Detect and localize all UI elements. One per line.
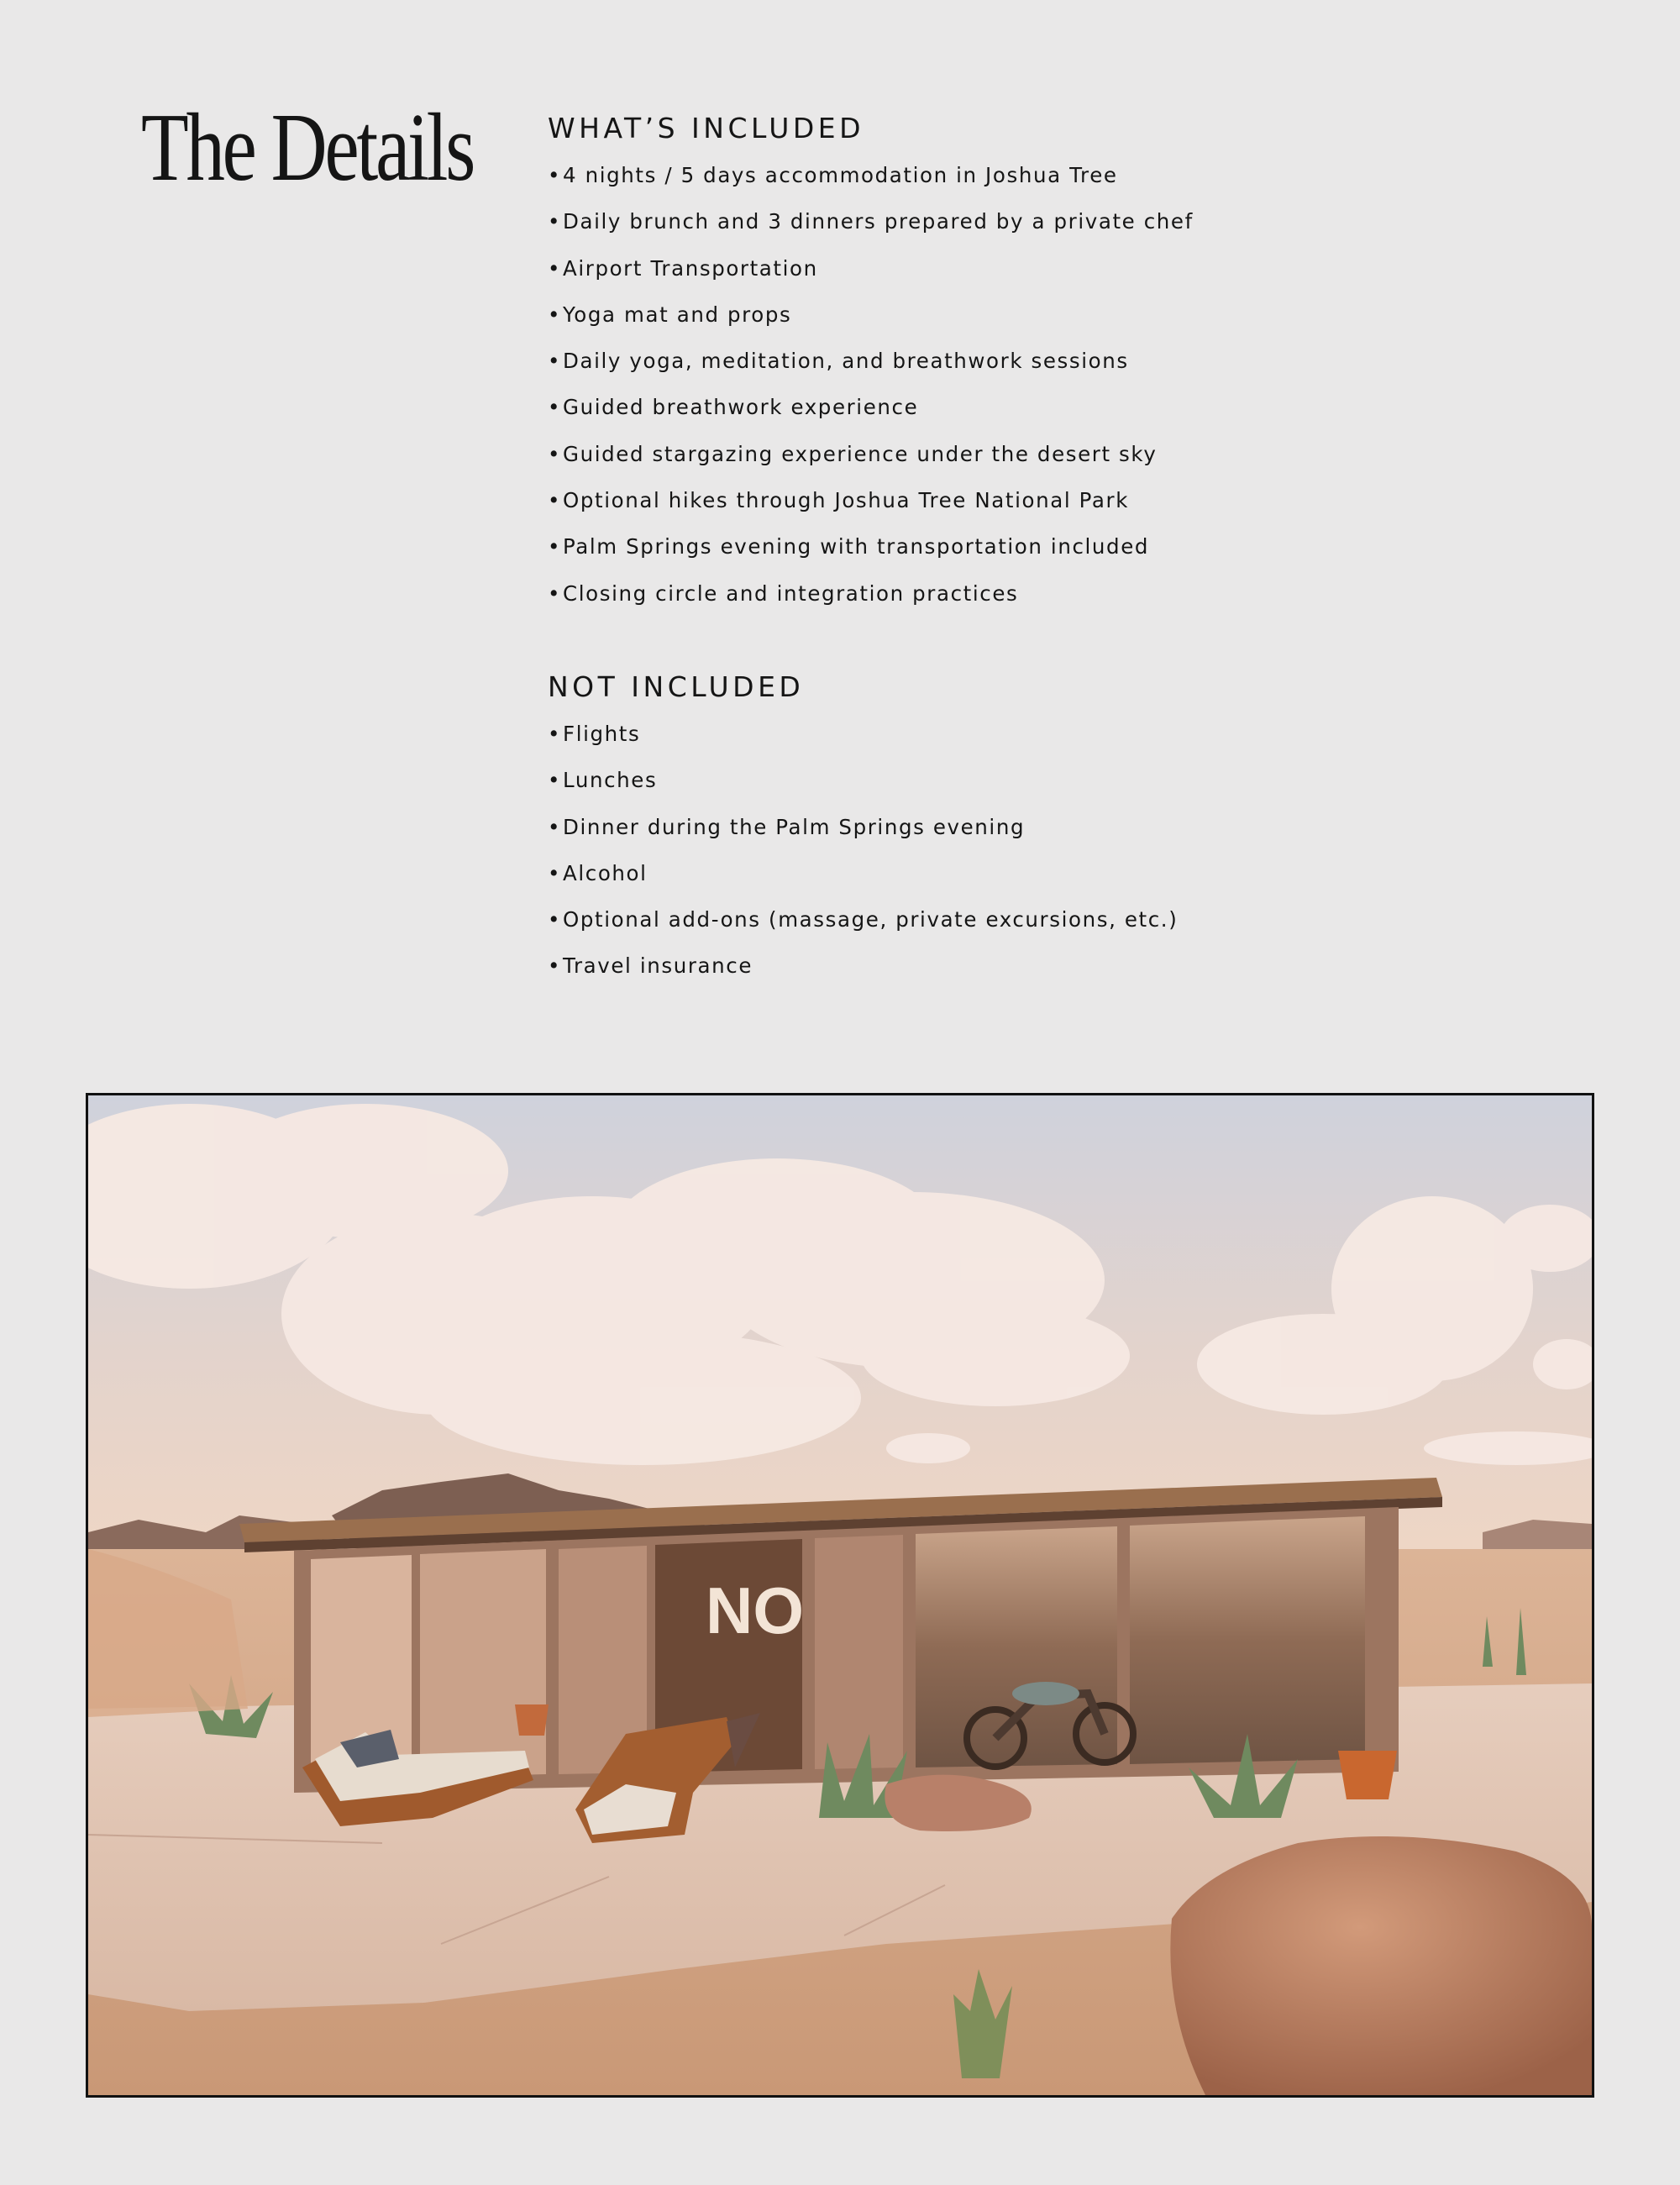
bullet-icon: • (548, 395, 562, 420)
list-item-text: Daily yoga, meditation, and breathwork sessions (563, 349, 1129, 374)
page-title: The Details (141, 94, 474, 202)
list-item (548, 351, 1194, 397)
list-item-text: Dinner during the Palm Springs evening (563, 814, 1026, 839)
list-item-text: Lunches (563, 768, 658, 793)
list-item-text: Guided breathwork experience (563, 395, 919, 420)
list-item (548, 255, 1194, 305)
bullet-icon: • (548, 255, 562, 281)
bullet-icon: • (548, 163, 562, 187)
list-item-text: Daily brunch and 3 dinners prepared by a private chef (563, 209, 1194, 234)
bullet-icon: • (548, 488, 562, 513)
glass-windows (311, 1516, 1365, 1781)
bullet-icon: • (548, 860, 562, 885)
included-list (548, 165, 1194, 630)
list-item (548, 580, 1194, 630)
bullet-icon: • (548, 907, 562, 932)
bullet-icon: • (548, 953, 562, 979)
bullet-icon: • (548, 209, 562, 234)
list-item-text: Guided stargazing experience under the desert sky (563, 441, 1158, 466)
list-item-text: Alcohol (563, 860, 648, 885)
list-item (548, 907, 1179, 956)
list-item (548, 302, 1194, 351)
sign-letters: NO (706, 1573, 804, 1647)
bullet-icon: • (548, 768, 562, 793)
list-item (548, 441, 1194, 491)
list-item-text: Optional hikes through Joshua Tree National Park (563, 488, 1129, 513)
list-item-text: Flights (563, 722, 641, 746)
list-item-text: Travel insurance (563, 953, 753, 979)
included-heading: WHAT’S INCLUDED (548, 112, 865, 144)
boulder-large (1170, 1836, 1592, 2095)
not-included-list (548, 724, 1178, 1003)
list-item (548, 953, 1178, 1002)
list-item (548, 814, 1178, 864)
bullet-icon: • (548, 302, 562, 327)
list-item-text: Optional add-ons (massage, private excursions, etc.) (563, 907, 1179, 932)
list-item-text: Airport Transportation (563, 255, 818, 281)
bullet-icon: • (548, 349, 562, 374)
not-included-heading: NOT INCLUDED (548, 670, 805, 703)
bullet-icon: • (548, 722, 562, 746)
list-item (548, 397, 1194, 444)
bullet-icon: • (548, 814, 562, 839)
bullet-icon: • (548, 534, 562, 559)
list-item (548, 860, 1178, 910)
list-item-text: Closing circle and integration practices (563, 580, 1019, 606)
bullet-icon: • (548, 441, 562, 466)
list-item-text: Yoga mat and props (563, 302, 792, 327)
list-item (548, 488, 1194, 537)
list-item (548, 770, 1178, 817)
list-item (548, 209, 1194, 258)
desert-house-photo (86, 1093, 1594, 2098)
list-item (548, 724, 1178, 770)
list-item (548, 165, 1194, 212)
list-item-text: Palm Springs evening with transportation included (563, 534, 1150, 559)
planter-right (1338, 1751, 1397, 1799)
bullet-icon: • (548, 580, 562, 606)
list-item-text: 4 nights / 5 days accommodation in Joshua Tree (563, 163, 1118, 187)
planter-left (515, 1704, 549, 1736)
list-item (548, 534, 1194, 583)
